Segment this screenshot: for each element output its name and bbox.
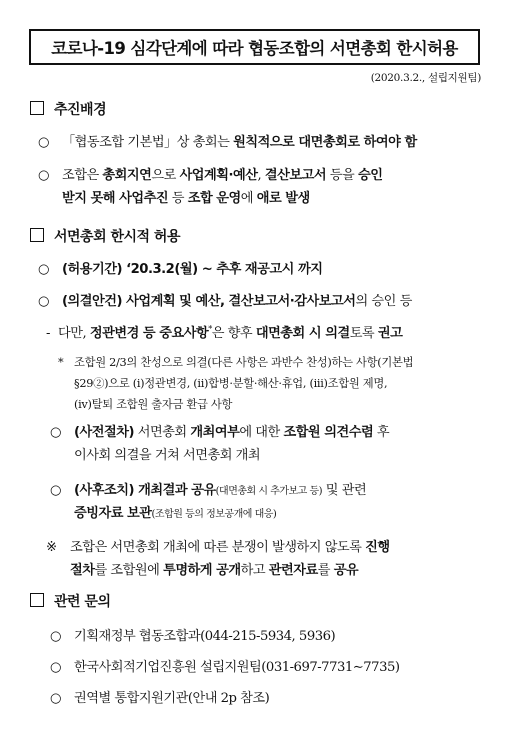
- post-action-item: ○ (사후조치) 개최결과 공유(대면총회 시 추가보고 등) 및 관련: [50, 483, 367, 498]
- post-action-continued: 증빙자료 보관(조합원 등의 정보공개에 대응): [74, 506, 277, 521]
- dispute-note-item: ※ 조합은 서면총회 개최에 따른 분쟁이 발생하지 않도록 진행: [46, 540, 390, 555]
- footnote-line-1: * 조합원 2/3의 찬성으로 의결(다른 사항은 과반수 찬성)하는 사항(기본법: [58, 356, 414, 369]
- circle-bullet-icon: ○: [50, 629, 62, 644]
- square-bullet-icon: [30, 228, 44, 242]
- contact-item: ○ 기획재정부 협동조합과(044-215-5934, 5936): [50, 629, 336, 644]
- background-item-1: ○ 「협동조합 기본법」상 총회는 원칙적으로 대면총회로 하여야 함: [38, 135, 417, 150]
- section-heading-inquiries: 관련 문의: [30, 591, 110, 611]
- square-bullet-icon: [30, 593, 44, 607]
- permission-period-item: ○ (허용기간) ‘20.3.2(월) ~ 추후 재공고시 까지: [38, 262, 323, 277]
- pre-procedure-continued: 이사회 의결을 거쳐 서면총회 개최: [74, 448, 261, 463]
- circle-bullet-icon: ○: [50, 425, 62, 440]
- section-heading-written-meeting: 서면총회 한시적 허용: [30, 226, 180, 246]
- square-bullet-icon: [30, 101, 44, 115]
- background-item-2: ○ 조합은 총회지연으로 사업계획·예산, 결산보고서 등을 승인: [38, 168, 383, 183]
- important-matters-item: - 다만, 정관변경 등 중요사항*은 향후 대면총회 시 의결토록 권고: [46, 324, 403, 341]
- contact-item: ○ 권역별 통합지원기관(안내 2p 참조): [50, 691, 270, 706]
- document-title: 코로나-19 심각단계에 따라 협동조합의 서면총회 한시허용: [29, 29, 480, 65]
- background-item-2-continued: 받지 못해 사업추진 등 조합 운영에 애로 발생: [62, 191, 310, 206]
- section-heading-background: 추진배경: [30, 99, 106, 119]
- footnote-line-2: §29②)으로 (i)정관변경, (ii)합병·분할·해산·휴업, (iii)조합원 제명,: [74, 377, 388, 390]
- circle-bullet-icon: ○: [50, 691, 62, 706]
- dispute-note-continued: 절차를 조합원에 투명하게 공개하고 관련자료를 공유: [70, 563, 359, 578]
- footnote-line-3: (iv)탈퇴 조합원 출자금 환급 사항: [74, 398, 233, 411]
- document-date-dept: (2020.3.2., 설립지원팀): [370, 72, 481, 84]
- circle-bullet-icon: ○: [50, 483, 62, 498]
- circle-bullet-icon: ○: [38, 135, 50, 150]
- circle-bullet-icon: ○: [38, 294, 50, 309]
- circle-bullet-icon: ○: [50, 660, 62, 675]
- circle-bullet-icon: ○: [38, 262, 50, 277]
- contact-item: ○ 한국사회적기업진흥원 설립지원팀(031-697-7731∼7735): [50, 660, 400, 675]
- circle-bullet-icon: ○: [38, 168, 50, 183]
- agenda-item: ○ (의결안건) 사업계획 및 예산, 결산보고서·감사보고서의 승인 등: [38, 294, 412, 309]
- reference-mark-icon: ※: [46, 540, 57, 555]
- pre-procedure-item: ○ (사전절차) 서면총회 개최여부에 대한 조합원 의견수렴 후: [50, 425, 390, 440]
